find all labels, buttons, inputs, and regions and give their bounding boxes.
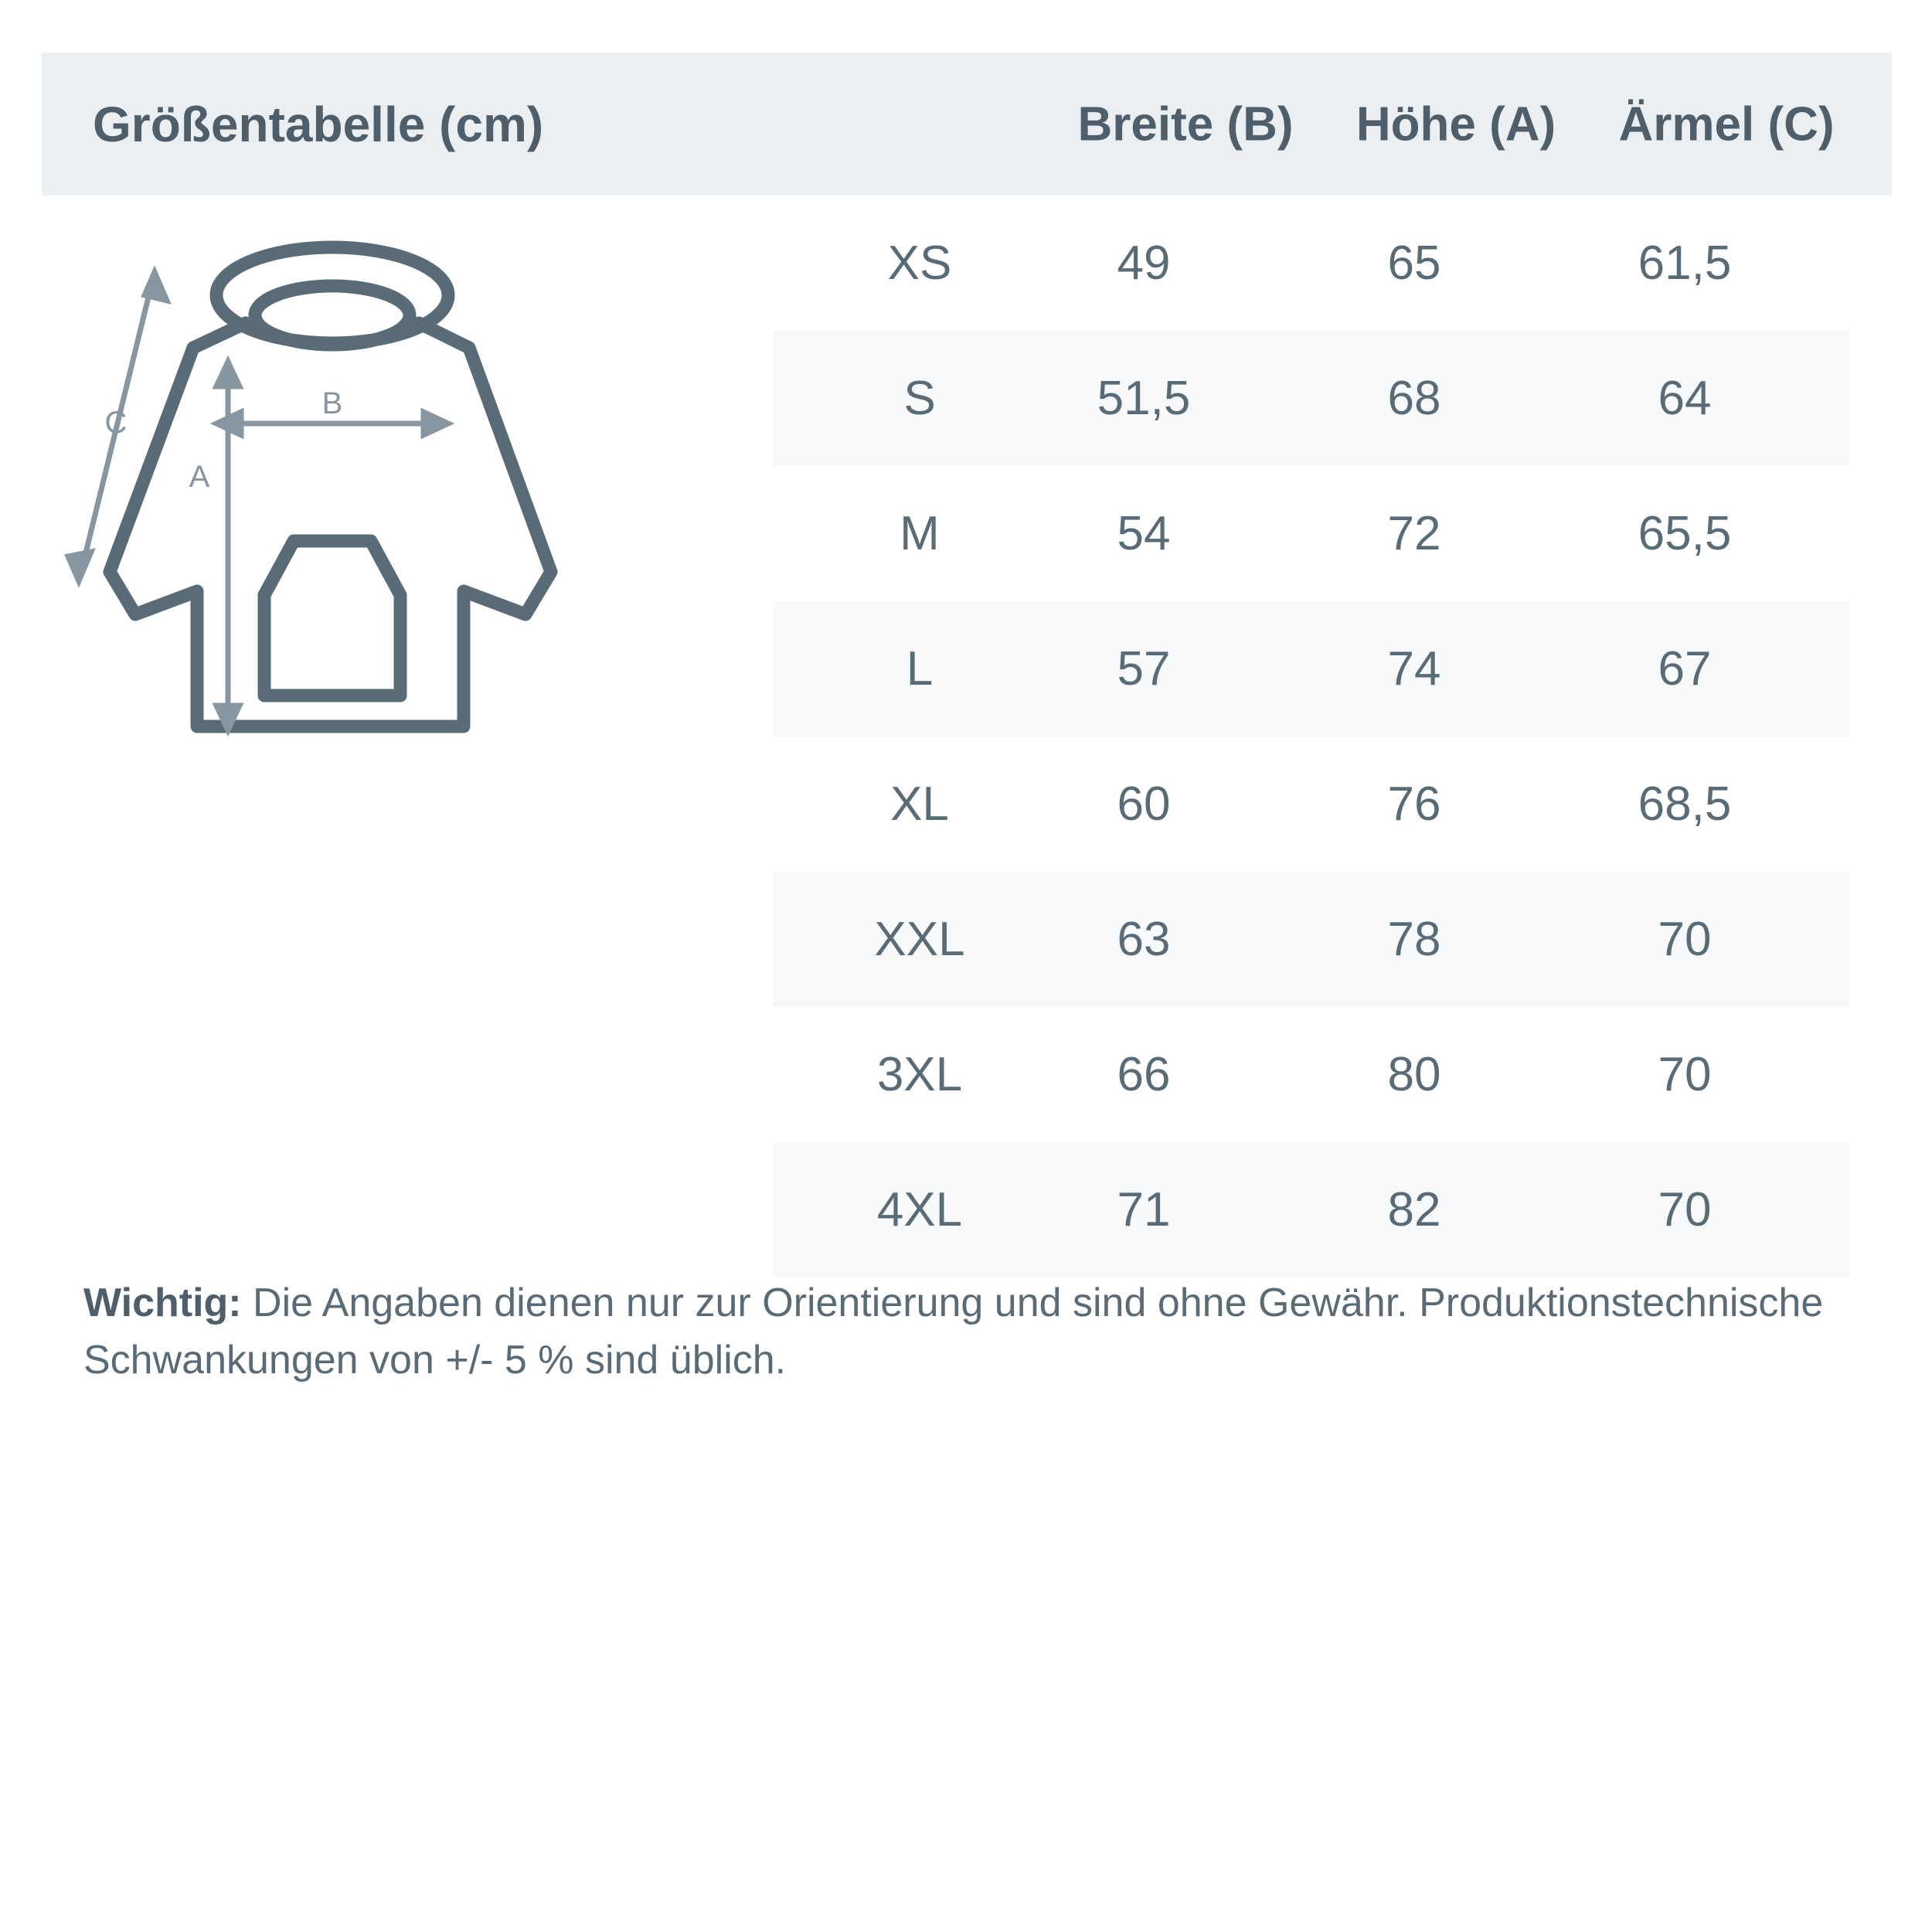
arrow-head-c-bottom xyxy=(68,552,91,581)
cell-hoehe: 74 xyxy=(1387,642,1441,696)
cell-hoehe: 82 xyxy=(1387,1183,1441,1236)
cell-aermel: 64 xyxy=(1658,372,1712,425)
cell-hoehe: 72 xyxy=(1387,507,1441,560)
disclaimer-lead: Wichtig: xyxy=(83,1281,242,1325)
cell-size: M xyxy=(900,507,940,560)
cell-size: S xyxy=(903,372,936,425)
cell-hoehe: 76 xyxy=(1387,777,1441,831)
table-row xyxy=(773,601,1850,736)
cell-size: XXL xyxy=(874,913,965,966)
page-title: Größentabelle (cm) xyxy=(93,96,544,152)
table-row xyxy=(773,331,1850,466)
disclaimer-note xyxy=(83,1275,1861,1389)
cell-breite: 66 xyxy=(1117,1048,1171,1101)
column-headers xyxy=(815,97,1892,151)
column-header-aermel: Ärmel (C) xyxy=(1618,97,1835,151)
cell-breite: 49 xyxy=(1117,236,1171,290)
cell-size: XL xyxy=(890,777,949,831)
cell-hoehe: 65 xyxy=(1387,236,1441,290)
cell-size: 3XL xyxy=(876,1048,963,1101)
hoodie-measurement-illustration xyxy=(62,232,757,811)
table-row xyxy=(773,1007,1850,1142)
size-table xyxy=(773,196,1850,1277)
cell-hoehe: 68 xyxy=(1387,372,1441,425)
cell-aermel: 67 xyxy=(1658,642,1712,696)
measurement-label-b: B xyxy=(321,386,343,420)
cell-aermel: 70 xyxy=(1658,1183,1712,1236)
table-row xyxy=(773,466,1850,601)
cell-hoehe: 78 xyxy=(1387,913,1441,966)
arrow-head-a-top xyxy=(216,362,240,386)
cell-breite: 71 xyxy=(1117,1183,1171,1236)
hoodie-outline-icon xyxy=(110,247,551,726)
cell-aermel: 68,5 xyxy=(1638,777,1732,831)
column-header-hoehe: Höhe (A) xyxy=(1355,97,1556,151)
cell-breite: 60 xyxy=(1117,777,1171,831)
table-row xyxy=(773,196,1850,331)
cell-aermel: 70 xyxy=(1658,913,1712,966)
cell-breite: 57 xyxy=(1117,642,1171,696)
arrow-head-c-top xyxy=(145,272,167,301)
arrow-head-b-right xyxy=(423,412,448,435)
cell-breite: 63 xyxy=(1117,913,1171,966)
column-header-breite: Breite (B) xyxy=(1077,97,1294,151)
cell-hoehe: 80 xyxy=(1387,1048,1441,1101)
cell-aermel: 65,5 xyxy=(1638,507,1732,560)
table-row xyxy=(773,1142,1850,1277)
cell-breite: 54 xyxy=(1117,507,1171,560)
cell-aermel: 61,5 xyxy=(1638,236,1732,290)
table-header-band xyxy=(42,53,1892,196)
cell-breite: 51,5 xyxy=(1097,372,1191,425)
cell-aermel: 70 xyxy=(1658,1048,1712,1101)
cell-size: XS xyxy=(887,236,952,290)
table-row xyxy=(773,736,1850,872)
cell-size: L xyxy=(906,642,934,696)
disclaimer-text: Die Angaben dienen nur zur Orientierung und sind ohne Gewähr. Produktionstechnische Schwankungen von +/- 5 % sind üblich. xyxy=(83,1281,1824,1383)
measurement-label-a: A xyxy=(189,460,210,494)
cell-size: 4XL xyxy=(876,1183,963,1236)
table-row xyxy=(773,872,1850,1007)
measurement-label-c: C xyxy=(104,406,128,440)
